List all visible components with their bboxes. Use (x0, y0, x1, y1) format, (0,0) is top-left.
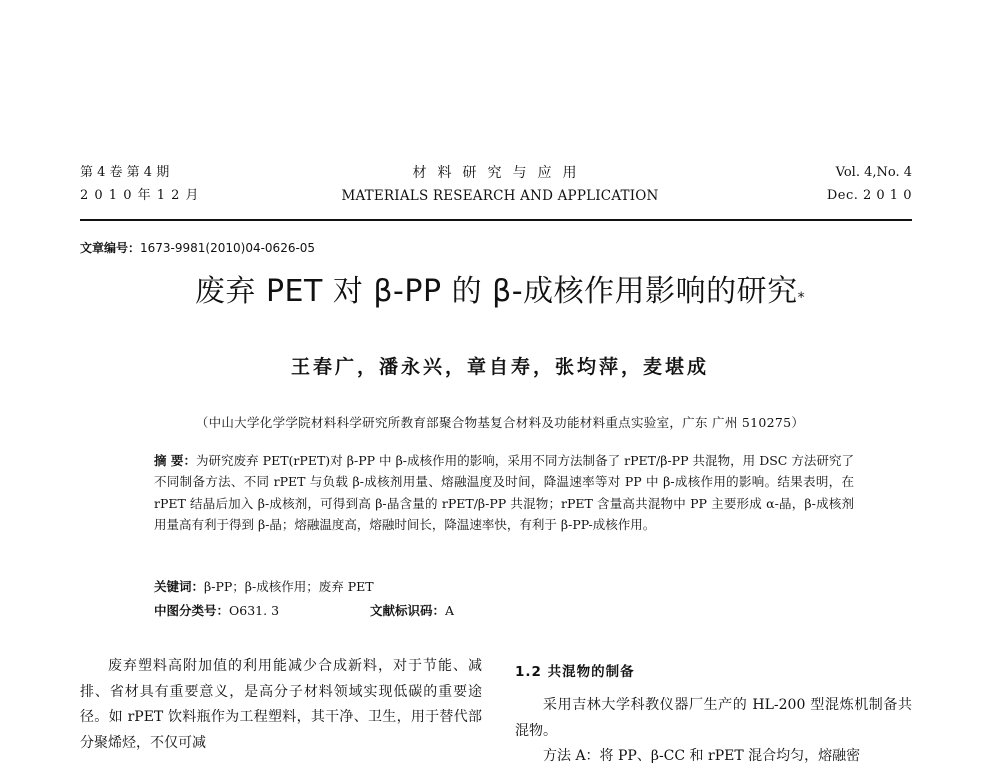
article-number-label: 文章编号： (80, 241, 141, 255)
keywords (154, 577, 374, 595)
authors: 王春广，潘永兴，章自寿，张均萍，麦堪成 (290, 356, 709, 378)
title-footnote-mark: * (797, 290, 806, 306)
header-rule (80, 219, 912, 221)
classification-number (154, 601, 279, 619)
section-heading: 1.2 共混物的制备 (515, 664, 635, 680)
affiliation: （中山大学化学学院材料科学研究所教育部聚合物基复合材料及功能材料重点实验室，广东 广州 510275） (195, 415, 805, 430)
classification-value: O631. 3 (229, 603, 280, 618)
journal-title-cn: 材料研究与应用 (412, 165, 588, 181)
paper-title-text: 废弃 PET 对 β-PP 的 β-成核作用影响的研究 (194, 274, 798, 309)
abstract-label: 摘 要： (154, 453, 196, 468)
article-number-value: 1673-9981(2010)04-0626-05 (140, 241, 316, 255)
keywords-text: β-PP；β-成核作用；废弃 PET (204, 579, 374, 594)
keywords-label: 关键词： (154, 579, 205, 594)
section-paragraph-2: 方法 A：将 PP、β-CC 和 rPET 混合均匀，熔融密 (543, 748, 861, 764)
article-number (80, 239, 315, 256)
document-code (370, 601, 454, 619)
volume-issue-cn: 第 4 卷 第 4 期 (80, 165, 170, 180)
section-paragraph-1: 采用吉林大学科教仪器厂生产的 HL-200 型混炼机制备共混物。 (515, 697, 912, 739)
body-right-column (515, 693, 912, 770)
volume-issue-en: Vol. 4,No. 4 (835, 165, 912, 180)
abstract (154, 450, 854, 535)
intro-paragraph: 废弃塑料高附加值的利用能减少合成新料，对于节能、减排、省材具有重要意义，是高分子材料领域实现低碳的重要途径。如 rPET 饮料瓶作为工程塑料，其干净、卫生，用于替代部分聚烯烃，不仅可减 (80, 658, 482, 751)
document-code-label: 文献标识码： (370, 603, 446, 618)
abstract-text: 为研究废弃 PET(rPET)对 β-PP 中 β-成核作用的影响，采用不同方法制备了 rPET/β-PP 共混物，用 DSC 方法研究了不同制备方法、不同 rPET 与负载 β-成核剂用量、熔融温度及时间，降温速率等对 PP 中 β-成核作用的影响。结果表明，在 rPET 结晶后加入 β-成核剂，可得到高 β-晶含量的 rPET/β-PP 共混物；rPET 含量高共混物中 PP 主要形成 α-晶，β-成核剂用量高有利于得到 β-晶；熔融温度高，熔融时间长，降温速率快，有利于 β-PP-成核作用。 (154, 453, 854, 532)
classification-label: 中图分类号： (154, 603, 230, 618)
document-code-value: A (445, 603, 455, 618)
body-left-column (80, 654, 482, 756)
date-en: Dec. 2 0 1 0 (826, 188, 912, 203)
date-cn: 2 0 1 0 年 1 2 月 (80, 188, 200, 203)
paper-title (0, 272, 1000, 312)
journal-title-en: MATERIALS RESEARCH AND APPLICATION (341, 188, 659, 204)
